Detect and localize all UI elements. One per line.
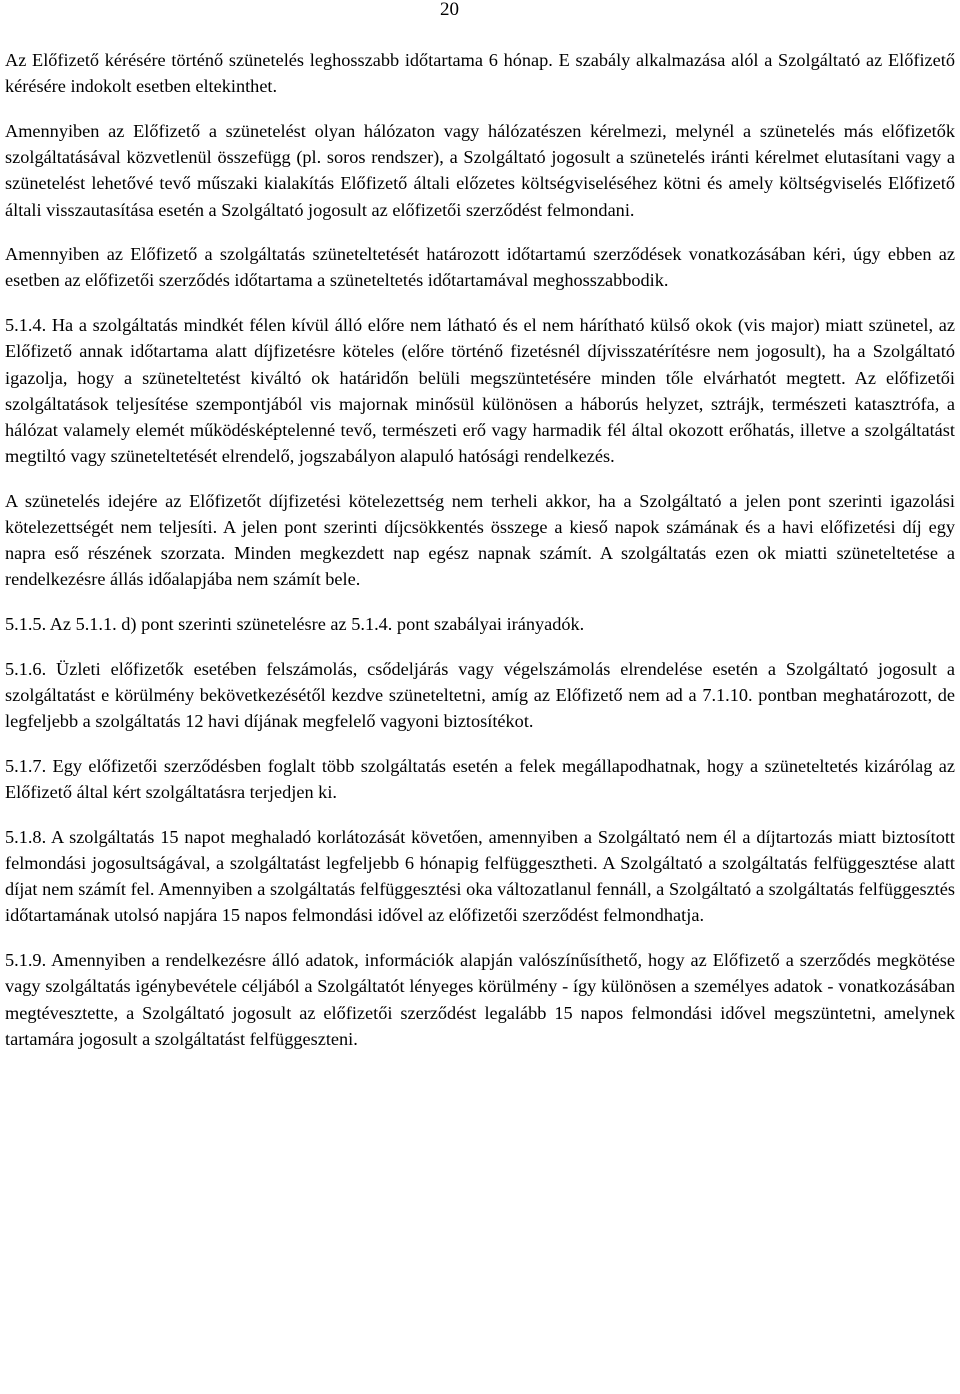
page-number: 20 [440,0,459,20]
paragraph-fee-reduction: A szünetelés idejére az Előfizetőt díjfizetési kötelezettség nem terheli akkor, ha a Szolgáltató a jelen pont szerinti igazolási kötelezettségét nem teljesíti. A jelen pont szerinti díjcsökkentés összege a kieső napok számának és a havi előfizetési díj egy napra eső részének szorzata. Minden megkezdett nap egész napnak számít. A szolgáltatás ezen ok miatti szüneteltetése a rendelkezésre állás időalapjába nem számít bele. [5,490,955,590]
paragraph-suspension-network-segment: Amennyiben az Előfizető a szünetelést olyan hálózaton vagy hálózatészen kérelmezi, melynél a szünetelés más előfizetők szolgáltatásával közvetlenül összefügg (pl. soros rendszer), a Szolgáltató jogosult a szünetelés iránti kérelmet elutasítani vagy a szünetelést lehetővé tevő műszaki kialakítás Előfizető általi előzetes költségviseléséhez kötni és amely költségviselés Előfizető általi visszautasítása esetén a Szolgáltató jogosult az előfizetői szerződést felmondani. [5,120,955,220]
paragraph-5-1-4-vis-major: 5.1.4. Ha a szolgáltatás mindkét félen kívül álló előre nem látható és el nem hárítható külső okok (vis major) miatt szünetel, az Előfizető annak időtartama alatt díjfizetésre köteles (előre történő fizetésnél díjvisszatérítésre nem jogosult), ha a Szolgáltató igazolja, hogy a szüneteltetést kiváltó ok határidőn belüli megszüntetésére minden tőle elvárhatót megtett. Az előfizetői szolgáltatások teljesítése szempontjából vis majornak minősül különösen a háborús helyzet, sztrájk, természeti katasztrófa, a hálózat valamely elemét működésképtelenné tevő, természeti erő vagy harmadik fél által okozott erőhatás, illetve a szolgáltatást megtiltó vagy szüneteltetését elrendelő, jogszabályon alapuló hatósági rendelkezés. [5,315,955,467]
document-body [5,47,955,1071]
paragraph-5-1-9: 5.1.9. Amennyiben a rendelkezésre álló adatok, információk alapján valószínűsíthető, hogy az Előfizető a szerződés megkötése vagy szolgáltatás igénybevétele céljából a Szolgáltatót lényeges körülmény - így különösen a személyes adatok - vonatkozásában megtévesztette, a Szolgáltató jogosult az előfizetői szerződést legalább 15 napos felmondási idővel megszüntetni, amelynek tartamára jogosult a szolgáltatást felfüggeszteni. [5,950,955,1049]
paragraph-5-1-8: 5.1.8. A szolgáltatás 15 napot meghaladó korlátozását követően, amennyiben a Szolgáltató nem él a díjtartozás miatt biztosított felmondási jogosultságával, a szolgáltatást legfeljebb 6 hónapig felfüggesztheti. A Szolgáltató a szolgáltatás felfüggesztése alatt díjat nem számít fel. Amennyiben a szolgáltatás felfüggesztési oka változatlanul fennáll, a Szolgáltató a szolgáltatás felfüggesztés időtartamának utolsó napjára 15 napos felmondási idővel az előfizetői szerződést felmondhatja. [5,826,955,926]
paragraph-fixed-term-extension: Amennyiben az Előfizető a szolgáltatás szüneteltetését határozott időtartamú szerződések vonatkozásában kéri, úgy ebben az esetben az előfizetői szerződés időtartama a szüneteltetés időtartamával meghosszabbodik. [5,244,955,291]
paragraph-suspension-max-duration: Az Előfizető kérésére történő szünetelés leghosszabb időtartama 6 hónap. E szabály alkalmazása alól a Szolgáltató az Előfizető kérésére indokolt esetben eltekinthet. [5,50,955,97]
paragraph-5-1-7: 5.1.7. Egy előfizetői szerződésben foglalt több szolgáltatás esetén a felek megállapodhatnak, hogy a szüneteltetés kizárólag az Előfizető által kért szolgáltatásra terjedjen ki. [5,755,955,803]
paragraph-5-1-6: 5.1.6. Üzleti előfizetők esetében felszámolás, csődeljárás vagy végelszámolás elrendelése esetén a Szolgáltató jogosult a szolgáltatást e körülmény bekövetkezésétől kezdve szüneteltetni, amíg az Előfizető nem ad a 7.1.10. pontban meghatározott, de legfeljebb a szolgáltatás 12 havi díjának megfelelő vagyoni biztosítékot. [5,658,955,732]
paragraph-5-1-5: 5.1.5. Az 5.1.1. d) pont szerinti szünetelésre az 5.1.4. pont szabályai irányadók. [5,614,585,635]
